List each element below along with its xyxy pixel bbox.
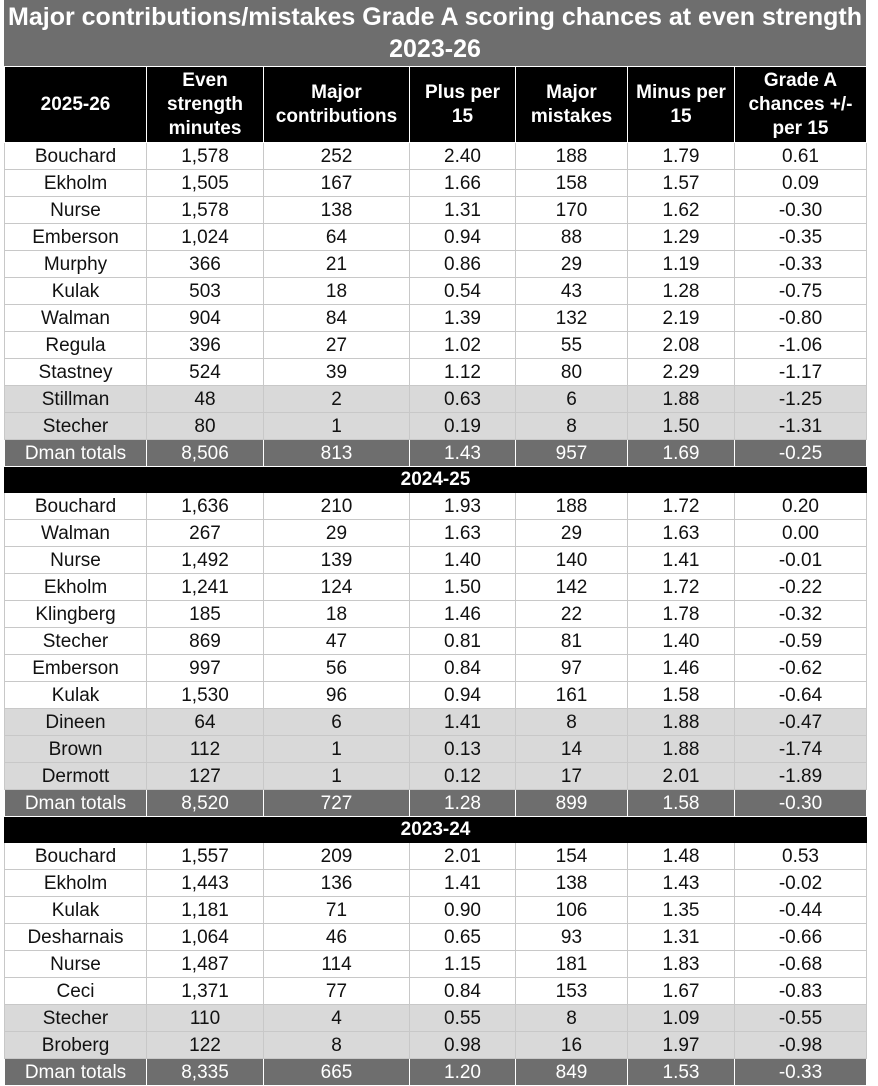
header-major-contributions: Major contributions xyxy=(264,67,410,143)
table-row xyxy=(5,520,867,547)
stat-cell: 17 xyxy=(516,763,628,790)
stat-cell: 1.57 xyxy=(628,170,735,197)
stat-cell: 158 xyxy=(516,170,628,197)
player-name-cell: Stastney xyxy=(5,359,147,386)
stat-cell: 84 xyxy=(264,305,410,332)
stat-cell: 80 xyxy=(516,359,628,386)
table-row-limited xyxy=(5,736,867,763)
stat-cell: 29 xyxy=(264,520,410,547)
stat-cell: 1.35 xyxy=(628,897,735,924)
player-name-cell: Stecher xyxy=(5,413,147,440)
stat-cell: -1.31 xyxy=(735,413,867,440)
player-name-cell: Emberson xyxy=(5,655,147,682)
stat-cell: 0.81 xyxy=(410,628,516,655)
stat-cell: -0.66 xyxy=(735,924,867,951)
player-name-cell: Dman totals xyxy=(5,440,147,467)
player-name-cell: Stillman xyxy=(5,386,147,413)
stat-cell: 0.84 xyxy=(410,978,516,1005)
stat-cell: 112 xyxy=(147,736,264,763)
player-name-cell: Bouchard xyxy=(5,143,147,170)
stat-cell: 524 xyxy=(147,359,264,386)
player-name-cell: Dermott xyxy=(5,763,147,790)
stat-cell: 0.65 xyxy=(410,924,516,951)
stats-table-container xyxy=(4,0,866,1086)
stat-cell: 1,064 xyxy=(147,924,264,951)
stat-cell: 22 xyxy=(516,601,628,628)
stat-cell: 997 xyxy=(147,655,264,682)
stat-cell: 1.09 xyxy=(628,1005,735,1032)
stat-cell: 0.00 xyxy=(735,520,867,547)
stat-cell: 1,557 xyxy=(147,843,264,870)
table-row-limited xyxy=(5,763,867,790)
stat-cell: 8,335 xyxy=(147,1059,264,1086)
stat-cell: 1.31 xyxy=(628,924,735,951)
stat-cell: 1.67 xyxy=(628,978,735,1005)
header-row xyxy=(5,67,867,143)
stat-cell: 1,487 xyxy=(147,951,264,978)
season-label: 2024-25 xyxy=(5,467,867,493)
stat-cell: 1,578 xyxy=(147,197,264,224)
stat-cell: 2.29 xyxy=(628,359,735,386)
stat-cell: 1.40 xyxy=(628,628,735,655)
table-row xyxy=(5,170,867,197)
stat-cell: -0.83 xyxy=(735,978,867,1005)
stat-cell: 97 xyxy=(516,655,628,682)
stat-cell: 1.02 xyxy=(410,332,516,359)
stat-cell: 1.15 xyxy=(410,951,516,978)
stat-cell: 55 xyxy=(516,332,628,359)
stat-cell: 0.98 xyxy=(410,1032,516,1059)
stat-cell: 1,492 xyxy=(147,547,264,574)
player-name-cell: Nurse xyxy=(5,951,147,978)
stat-cell: 1.46 xyxy=(628,655,735,682)
stat-cell: 1,024 xyxy=(147,224,264,251)
stat-cell: 88 xyxy=(516,224,628,251)
stat-cell: 503 xyxy=(147,278,264,305)
stat-cell: 4 xyxy=(264,1005,410,1032)
player-name-cell: Walman xyxy=(5,305,147,332)
stat-cell: 1.41 xyxy=(410,870,516,897)
stat-cell: 124 xyxy=(264,574,410,601)
stat-cell: -1.74 xyxy=(735,736,867,763)
stat-cell: -0.25 xyxy=(735,440,867,467)
stat-cell: 153 xyxy=(516,978,628,1005)
stat-cell: 29 xyxy=(516,251,628,278)
stat-cell: 1.69 xyxy=(628,440,735,467)
stat-cell: -0.68 xyxy=(735,951,867,978)
stat-cell: 0.84 xyxy=(410,655,516,682)
stat-cell: 0.90 xyxy=(410,897,516,924)
stat-cell: 0.12 xyxy=(410,763,516,790)
stat-cell: -0.62 xyxy=(735,655,867,682)
totals-row xyxy=(5,1059,867,1086)
player-name-cell: Murphy xyxy=(5,251,147,278)
stat-cell: 77 xyxy=(264,978,410,1005)
stat-cell: 1.50 xyxy=(410,574,516,601)
stat-cell: 2.08 xyxy=(628,332,735,359)
stat-cell: 185 xyxy=(147,601,264,628)
stat-cell: 0.54 xyxy=(410,278,516,305)
header-minus-per-15: Minus per 15 xyxy=(628,67,735,143)
stat-cell: 110 xyxy=(147,1005,264,1032)
stat-cell: 1.41 xyxy=(628,547,735,574)
stat-cell: 0.86 xyxy=(410,251,516,278)
table-row xyxy=(5,197,867,224)
stat-cell: 899 xyxy=(516,790,628,817)
stat-cell: 1.97 xyxy=(628,1032,735,1059)
stat-cell: 1,443 xyxy=(147,870,264,897)
stat-cell: 127 xyxy=(147,763,264,790)
stat-cell: -0.98 xyxy=(735,1032,867,1059)
stat-cell: 188 xyxy=(516,493,628,520)
stat-cell: 1,530 xyxy=(147,682,264,709)
stat-cell: 46 xyxy=(264,924,410,951)
table-row xyxy=(5,359,867,386)
table-row xyxy=(5,897,867,924)
stat-cell: 396 xyxy=(147,332,264,359)
stat-cell: 210 xyxy=(264,493,410,520)
stat-cell: 122 xyxy=(147,1032,264,1059)
stat-cell: 21 xyxy=(264,251,410,278)
stat-cell: -0.35 xyxy=(735,224,867,251)
stat-cell: 665 xyxy=(264,1059,410,1086)
stat-cell: 1.72 xyxy=(628,574,735,601)
stat-cell: 167 xyxy=(264,170,410,197)
stat-cell: 1.88 xyxy=(628,736,735,763)
stat-cell: 154 xyxy=(516,843,628,870)
stat-cell: 48 xyxy=(147,386,264,413)
stat-cell: 39 xyxy=(264,359,410,386)
stat-cell: 1.43 xyxy=(628,870,735,897)
stat-cell: 8,506 xyxy=(147,440,264,467)
table-row xyxy=(5,978,867,1005)
stat-cell: 0.94 xyxy=(410,224,516,251)
player-name-cell: Klingberg xyxy=(5,601,147,628)
stat-cell: 1.93 xyxy=(410,493,516,520)
table-row xyxy=(5,951,867,978)
stat-cell: 18 xyxy=(264,601,410,628)
player-name-cell: Ekholm xyxy=(5,170,147,197)
stat-cell: -1.17 xyxy=(735,359,867,386)
season-label: 2023-24 xyxy=(5,817,867,843)
stat-cell: 1,181 xyxy=(147,897,264,924)
stats-table xyxy=(4,66,867,1086)
stat-cell: 93 xyxy=(516,924,628,951)
table-row xyxy=(5,628,867,655)
stat-cell: -0.33 xyxy=(735,251,867,278)
player-name-cell: Walman xyxy=(5,520,147,547)
stat-cell: 1.12 xyxy=(410,359,516,386)
stat-cell: -0.59 xyxy=(735,628,867,655)
totals-row xyxy=(5,440,867,467)
season-divider-row xyxy=(5,817,867,843)
stat-cell: 1.63 xyxy=(410,520,516,547)
stat-cell: 0.53 xyxy=(735,843,867,870)
stat-cell: 1.66 xyxy=(410,170,516,197)
stat-cell: 8 xyxy=(264,1032,410,1059)
stat-cell: 8,520 xyxy=(147,790,264,817)
player-name-cell: Ceci xyxy=(5,978,147,1005)
player-name-cell: Regula xyxy=(5,332,147,359)
player-name-cell: Dineen xyxy=(5,709,147,736)
stat-cell: 2.01 xyxy=(410,843,516,870)
stat-cell: 139 xyxy=(264,547,410,574)
stat-cell: 2.19 xyxy=(628,305,735,332)
player-name-cell: Ekholm xyxy=(5,574,147,601)
table-row xyxy=(5,251,867,278)
stat-cell: 1.78 xyxy=(628,601,735,628)
stat-cell: 0.09 xyxy=(735,170,867,197)
table-row xyxy=(5,278,867,305)
stat-cell: 1.28 xyxy=(410,790,516,817)
stat-cell: 80 xyxy=(147,413,264,440)
stat-cell: 849 xyxy=(516,1059,628,1086)
stat-cell: 6 xyxy=(264,709,410,736)
stat-cell: 136 xyxy=(264,870,410,897)
player-name-cell: Desharnais xyxy=(5,924,147,951)
stat-cell: 1 xyxy=(264,763,410,790)
stat-cell: 188 xyxy=(516,143,628,170)
stat-cell: 1.39 xyxy=(410,305,516,332)
stat-cell: 0.19 xyxy=(410,413,516,440)
stat-cell: 142 xyxy=(516,574,628,601)
stat-cell: 957 xyxy=(516,440,628,467)
stat-cell: 106 xyxy=(516,897,628,924)
table-row-limited xyxy=(5,1005,867,1032)
table-row-limited xyxy=(5,1032,867,1059)
stat-cell: 1.31 xyxy=(410,197,516,224)
stat-cell: 140 xyxy=(516,547,628,574)
stat-cell: 1.53 xyxy=(628,1059,735,1086)
header-even-strength-minutes: Even strength minutes xyxy=(147,67,264,143)
stat-cell: 1 xyxy=(264,736,410,763)
table-row xyxy=(5,655,867,682)
table-row-limited xyxy=(5,709,867,736)
stat-cell: 29 xyxy=(516,520,628,547)
stat-cell: 1.29 xyxy=(628,224,735,251)
stat-cell: 64 xyxy=(147,709,264,736)
player-name-cell: Stecher xyxy=(5,1005,147,1032)
stat-cell: -0.30 xyxy=(735,790,867,817)
header-plus-per-15: Plus per 15 xyxy=(410,67,516,143)
stat-cell: 1.79 xyxy=(628,143,735,170)
stat-cell: 181 xyxy=(516,951,628,978)
stat-cell: 252 xyxy=(264,143,410,170)
player-name-cell: Brown xyxy=(5,736,147,763)
stat-cell: 71 xyxy=(264,897,410,924)
stat-cell: 1.43 xyxy=(410,440,516,467)
stat-cell: 138 xyxy=(516,870,628,897)
table-row xyxy=(5,601,867,628)
stat-cell: 1.62 xyxy=(628,197,735,224)
stat-cell: 209 xyxy=(264,843,410,870)
stat-cell: -1.25 xyxy=(735,386,867,413)
table-row xyxy=(5,574,867,601)
stat-cell: 1.46 xyxy=(410,601,516,628)
stat-cell: -0.64 xyxy=(735,682,867,709)
player-name-cell: Stecher xyxy=(5,628,147,655)
stat-cell: 1,371 xyxy=(147,978,264,1005)
stat-cell: 81 xyxy=(516,628,628,655)
stat-cell: 1.48 xyxy=(628,843,735,870)
stat-cell: -0.02 xyxy=(735,870,867,897)
table-row xyxy=(5,843,867,870)
stat-cell: 2.01 xyxy=(628,763,735,790)
table-title: Major contributions/mistakes Grade A scoring chances at even strength 2023-26 xyxy=(4,0,866,66)
stat-cell: 0.13 xyxy=(410,736,516,763)
stat-cell: -0.75 xyxy=(735,278,867,305)
stat-cell: 8 xyxy=(516,709,628,736)
stat-cell: 16 xyxy=(516,1032,628,1059)
stat-cell: 1.63 xyxy=(628,520,735,547)
stat-cell: 0.20 xyxy=(735,493,867,520)
player-name-cell: Kulak xyxy=(5,682,147,709)
stat-cell: -0.22 xyxy=(735,574,867,601)
stat-cell: 267 xyxy=(147,520,264,547)
stat-cell: 869 xyxy=(147,628,264,655)
table-row xyxy=(5,924,867,951)
stat-cell: -0.30 xyxy=(735,197,867,224)
season-divider-row xyxy=(5,467,867,493)
stat-cell: 14 xyxy=(516,736,628,763)
stat-cell: 47 xyxy=(264,628,410,655)
header-major-mistakes: Major mistakes xyxy=(516,67,628,143)
stat-cell: 27 xyxy=(264,332,410,359)
stat-cell: 1.20 xyxy=(410,1059,516,1086)
stat-cell: -0.32 xyxy=(735,601,867,628)
stat-cell: 1.19 xyxy=(628,251,735,278)
player-name-cell: Broberg xyxy=(5,1032,147,1059)
stat-cell: 1.88 xyxy=(628,386,735,413)
stat-cell: 0.63 xyxy=(410,386,516,413)
player-name-cell: Emberson xyxy=(5,224,147,251)
header-grade-a-plus-minus: Grade A chances +/- per 15 xyxy=(735,67,867,143)
player-name-cell: Bouchard xyxy=(5,493,147,520)
stat-cell: 1.50 xyxy=(628,413,735,440)
stat-cell: -1.06 xyxy=(735,332,867,359)
table-row xyxy=(5,143,867,170)
stat-cell: 114 xyxy=(264,951,410,978)
stat-cell: 904 xyxy=(147,305,264,332)
stat-cell: 1,578 xyxy=(147,143,264,170)
stat-cell: 138 xyxy=(264,197,410,224)
table-row xyxy=(5,224,867,251)
table-row xyxy=(5,305,867,332)
stat-cell: 1.40 xyxy=(410,547,516,574)
stat-cell: -0.80 xyxy=(735,305,867,332)
header-season: 2025-26 xyxy=(5,67,147,143)
stat-cell: 8 xyxy=(516,1005,628,1032)
player-name-cell: Dman totals xyxy=(5,1059,147,1086)
totals-row xyxy=(5,790,867,817)
table-row xyxy=(5,682,867,709)
stat-cell: -0.44 xyxy=(735,897,867,924)
player-name-cell: Ekholm xyxy=(5,870,147,897)
player-name-cell: Kulak xyxy=(5,278,147,305)
stat-cell: 0.55 xyxy=(410,1005,516,1032)
player-name-cell: Nurse xyxy=(5,197,147,224)
stat-cell: 1,241 xyxy=(147,574,264,601)
stat-cell: -0.01 xyxy=(735,547,867,574)
stat-cell: 1,636 xyxy=(147,493,264,520)
table-row xyxy=(5,493,867,520)
stat-cell: 56 xyxy=(264,655,410,682)
stat-cell: 2.40 xyxy=(410,143,516,170)
player-name-cell: Dman totals xyxy=(5,790,147,817)
stat-cell: 1.41 xyxy=(410,709,516,736)
player-name-cell: Kulak xyxy=(5,897,147,924)
stat-cell: -0.33 xyxy=(735,1059,867,1086)
stat-cell: 161 xyxy=(516,682,628,709)
stat-cell: 1,505 xyxy=(147,170,264,197)
table-row xyxy=(5,547,867,574)
table-row-limited xyxy=(5,386,867,413)
stat-cell: 0.94 xyxy=(410,682,516,709)
stat-cell: 813 xyxy=(264,440,410,467)
stat-cell: -0.55 xyxy=(735,1005,867,1032)
stat-cell: 1.83 xyxy=(628,951,735,978)
stat-cell: 132 xyxy=(516,305,628,332)
stat-cell: 64 xyxy=(264,224,410,251)
stat-cell: 1.58 xyxy=(628,682,735,709)
stat-cell: 18 xyxy=(264,278,410,305)
player-name-cell: Nurse xyxy=(5,547,147,574)
stat-cell: 1.58 xyxy=(628,790,735,817)
stat-cell: 1.28 xyxy=(628,278,735,305)
stat-cell: 43 xyxy=(516,278,628,305)
stat-cell: 0.61 xyxy=(735,143,867,170)
stat-cell: 6 xyxy=(516,386,628,413)
table-row-limited xyxy=(5,413,867,440)
player-name-cell: Bouchard xyxy=(5,843,147,870)
stat-cell: 1.88 xyxy=(628,709,735,736)
stat-cell: 8 xyxy=(516,413,628,440)
stat-cell: 1.72 xyxy=(628,493,735,520)
stat-cell: 1 xyxy=(264,413,410,440)
stat-cell: 727 xyxy=(264,790,410,817)
stat-cell: -1.89 xyxy=(735,763,867,790)
stat-cell: 170 xyxy=(516,197,628,224)
stat-cell: 96 xyxy=(264,682,410,709)
stat-cell: 2 xyxy=(264,386,410,413)
stat-cell: 366 xyxy=(147,251,264,278)
stat-cell: -0.47 xyxy=(735,709,867,736)
table-row xyxy=(5,332,867,359)
table-row xyxy=(5,870,867,897)
